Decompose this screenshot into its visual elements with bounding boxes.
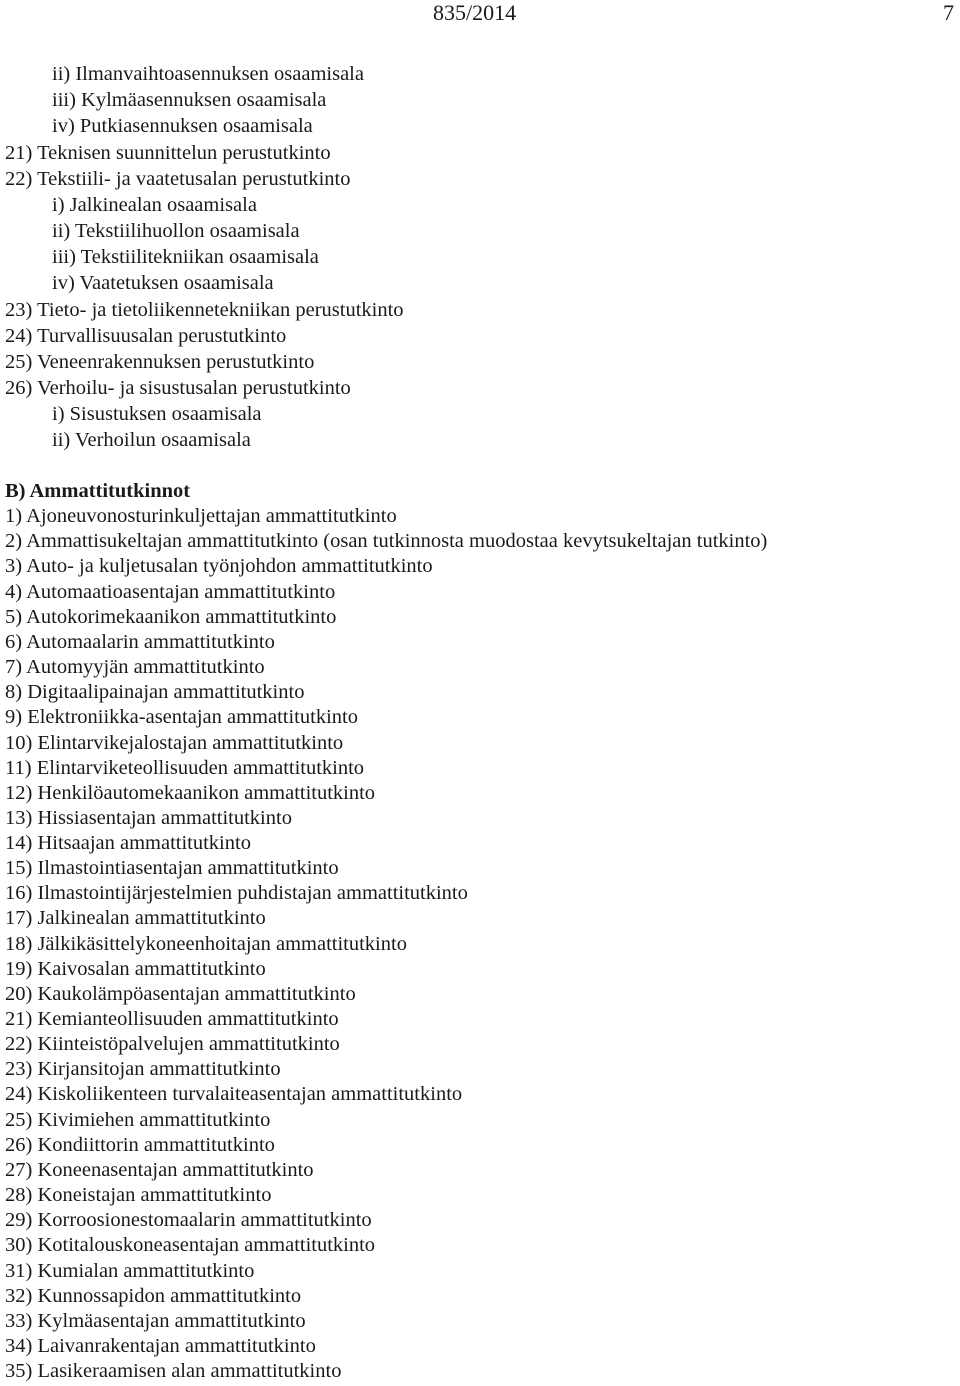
list-item: ii) Tekstiilihuollon osaamisala: [52, 220, 300, 242]
list-item: i) Sisustuksen osaamisala: [52, 403, 262, 425]
list-item: 35) Lasikeraamisen alan ammattitutkinto: [5, 1360, 342, 1382]
page-header: [0, 0, 960, 28]
list-item: iii) Tekstiilitekniikan osaamisala: [52, 246, 319, 268]
page-number: 7: [943, 0, 954, 25]
list-item: 16) Ilmastointijärjestelmien puhdistajan ammattitutkinto: [5, 882, 468, 904]
list-item: 22) Tekstiili- ja vaatetusalan perustutkinto: [5, 168, 351, 190]
section-heading: B) Ammattitutkinnot: [5, 480, 191, 502]
list-item: 3) Auto- ja kuljetusalan työnjohdon ammattitutkinto: [5, 555, 433, 577]
list-item: 25) Veneenrakennuksen perustutkinto: [5, 351, 315, 373]
list-item: iv) Putkiasennuksen osaamisala: [52, 115, 313, 137]
list-item: 2) Ammattisukeltajan ammattitutkinto (osan tutkinnosta muodostaa kevytsukeltajan tutkinto): [5, 530, 768, 552]
list-item: 27) Koneenasentajan ammattitutkinto: [5, 1159, 314, 1181]
list-item: 9) Elektroniikka-asentajan ammattitutkinto: [5, 706, 358, 728]
list-item: 5) Autokorimekaanikon ammattitutkinto: [5, 606, 337, 628]
list-item: 24) Turvallisuusalan perustutkinto: [5, 325, 287, 347]
list-item: 32) Kunnossapidon ammattitutkinto: [5, 1285, 302, 1307]
list-item: 7) Automyyjän ammattitutkinto: [5, 656, 265, 678]
list-item: 28) Koneistajan ammattitutkinto: [5, 1184, 272, 1206]
list-item: 26) Kondiittorin ammattitutkinto: [5, 1134, 275, 1156]
list-item: i) Jalkinealan osaamisala: [52, 194, 257, 216]
list-item: 31) Kumialan ammattitutkinto: [5, 1260, 255, 1282]
list-item: 11) Elintarviketeollisuuden ammattitutkinto: [5, 757, 365, 779]
list-item: 24) Kiskoliikenteen turvalaiteasentajan ammattitutkinto: [5, 1083, 463, 1105]
list-item: 8) Digitaalipainajan ammattitutkinto: [5, 681, 305, 703]
list-item: 33) Kylmäasentajan ammattitutkinto: [5, 1310, 306, 1332]
list-item: iii) Kylmäasennuksen osaamisala: [52, 89, 327, 111]
list-item: 21) Kemianteollisuuden ammattitutkinto: [5, 1008, 339, 1030]
list-item: 25) Kivimiehen ammattitutkinto: [5, 1109, 271, 1131]
list-item: 21) Teknisen suunnittelun perustutkinto: [5, 142, 331, 164]
list-item: 29) Korroosionestomaalarin ammattitutkinto: [5, 1209, 372, 1231]
list-item: 20) Kaukolämpöasentajan ammattitutkinto: [5, 983, 356, 1005]
list-item: ii) Ilmanvaihtoasennuksen osaamisala: [52, 63, 364, 85]
list-item: 18) Jälkikäsittelykoneenhoitajan ammattitutkinto: [5, 933, 407, 955]
list-item: 23) Kirjansitojan ammattitutkinto: [5, 1058, 281, 1080]
list-item: 17) Jalkinealan ammattitutkinto: [5, 907, 266, 929]
list-item: 12) Henkilöautomekaanikon ammattitutkinto: [5, 782, 376, 804]
list-item: 34) Laivanrakentajan ammattitutkinto: [5, 1335, 316, 1357]
list-item: 22) Kiinteistöpalvelujen ammattitutkinto: [5, 1033, 340, 1055]
list-item: 15) Ilmastointiasentajan ammattitutkinto: [5, 857, 339, 879]
list-item: 6) Automaalarin ammattitutkinto: [5, 631, 275, 653]
list-item: 4) Automaatioasentajan ammattitutkinto: [5, 581, 336, 603]
list-item: 14) Hitsaajan ammattitutkinto: [5, 832, 251, 854]
list-item: 30) Kotitalouskoneasentajan ammattitutkinto: [5, 1234, 376, 1256]
document-number: 835/2014: [433, 0, 517, 25]
list-item: 26) Verhoilu- ja sisustusalan perustutkinto: [5, 377, 351, 399]
list-item: 23) Tieto- ja tietoliikennetekniikan perustutkinto: [5, 299, 404, 321]
list-item: ii) Verhoilun osaamisala: [52, 429, 251, 451]
list-item: 1) Ajoneuvonosturinkuljettajan ammattitutkinto: [5, 505, 397, 527]
list-item: iv) Vaatetuksen osaamisala: [52, 272, 274, 294]
list-item: 10) Elintarvikejalostajan ammattitutkinto: [5, 732, 344, 754]
list-item: 13) Hissiasentajan ammattitutkinto: [5, 807, 292, 829]
list-item: 19) Kaivosalan ammattitutkinto: [5, 958, 266, 980]
